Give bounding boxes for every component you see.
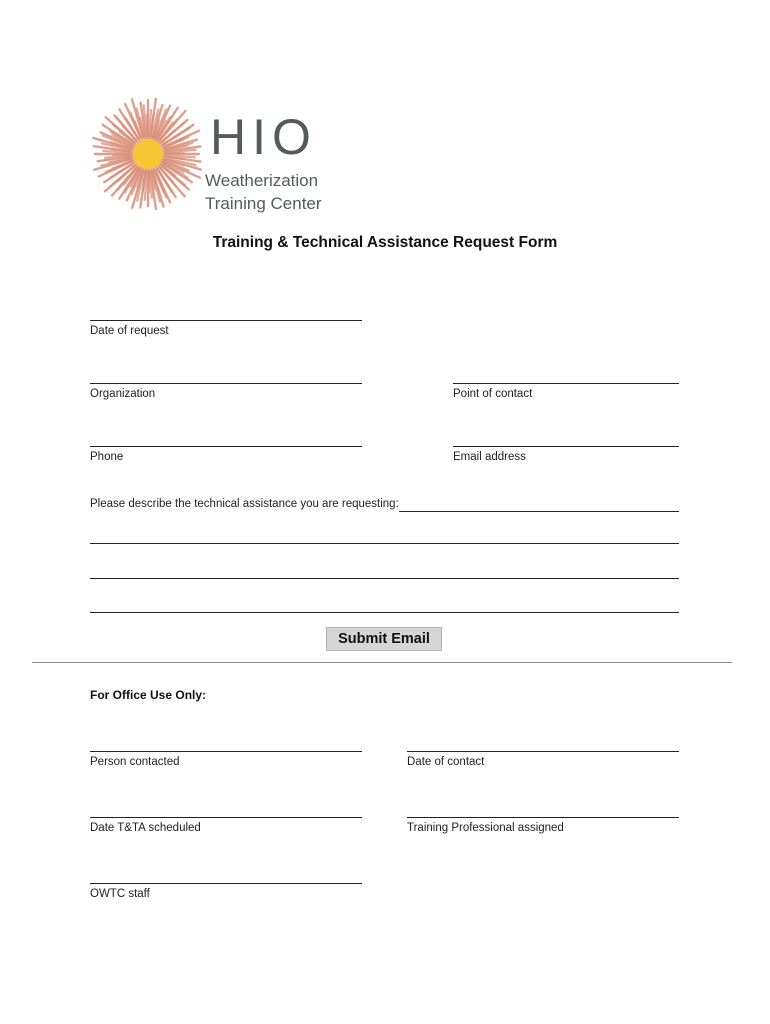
description-field-line-2[interactable] — [90, 543, 679, 544]
logo-subtitle-line2: Training Center — [205, 194, 322, 213]
section-divider — [32, 662, 732, 663]
organization-field[interactable] — [90, 383, 362, 384]
form-title: Training & Technical Assistance Request Form — [212, 234, 558, 251]
submit-email-button[interactable]: Submit Email — [326, 627, 442, 651]
point-of-contact-field[interactable] — [453, 383, 679, 384]
email-address-label: Email address — [453, 451, 526, 463]
training-professional-field[interactable] — [407, 817, 679, 818]
logo-wordmark: HIO — [210, 109, 317, 165]
description-label: Please describe the technical assistance you are requesting: — [90, 498, 399, 510]
owtc-staff-field[interactable] — [90, 883, 362, 884]
email-address-field[interactable] — [453, 446, 679, 447]
training-professional-label: Training Professional assigned — [407, 822, 564, 834]
date-scheduled-field[interactable] — [90, 817, 362, 818]
description-field-line-3[interactable] — [90, 578, 679, 579]
description-field-line-1[interactable] — [399, 511, 679, 512]
date-of-contact-label: Date of contact — [407, 756, 485, 768]
person-contacted-label: Person contacted — [90, 756, 180, 768]
date-scheduled-label: Date T&TA scheduled — [90, 822, 201, 834]
phone-label: Phone — [90, 451, 124, 463]
logo-flower-icon — [92, 98, 204, 210]
point-of-contact-label: Point of contact — [453, 388, 533, 400]
logo-subtitle-line1: Weatherization — [205, 171, 319, 190]
date-of-request-label: Date of request — [90, 325, 169, 337]
owtc-staff-label: OWTC staff — [90, 888, 150, 900]
phone-field[interactable] — [90, 446, 362, 447]
office-use-heading: For Office Use Only: — [90, 688, 207, 702]
organization-label: Organization — [90, 388, 156, 400]
description-field-line-4[interactable] — [90, 612, 679, 613]
person-contacted-field[interactable] — [90, 751, 362, 752]
date-of-contact-field[interactable] — [407, 751, 679, 752]
date-of-request-field[interactable] — [90, 320, 362, 321]
